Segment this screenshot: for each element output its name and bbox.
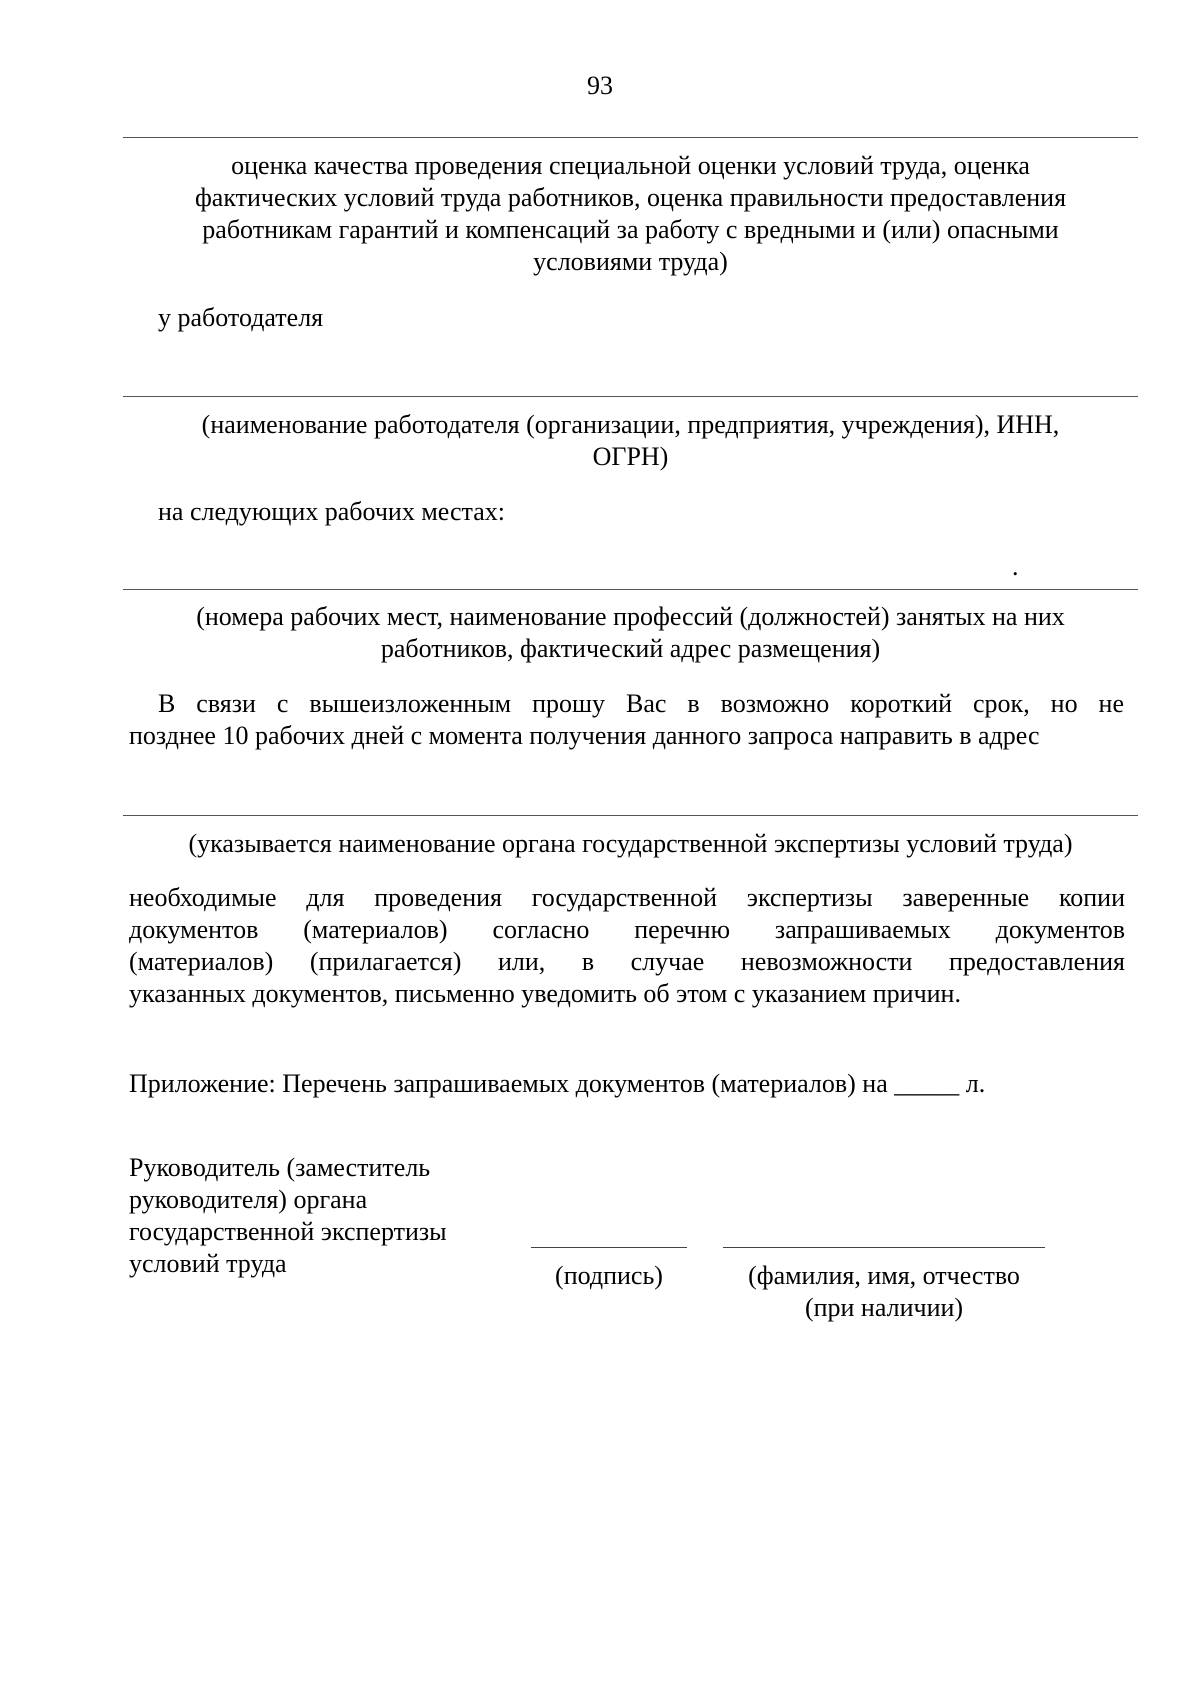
workplaces-line-end: .: [1012, 552, 1019, 581]
appendix-page-count-blank: _____: [894, 1069, 960, 1098]
workplaces-caption: [123, 601, 1138, 665]
signatory-title-line: руководителя) органа: [129, 1185, 368, 1214]
signatory-title-line: Руководитель (заместитель: [129, 1153, 431, 1182]
body-line: необходимые для проведения государственной экспертизы заверенные копии: [129, 883, 1125, 912]
employer-caption: [123, 409, 1138, 473]
signatory-title: [129, 1152, 447, 1280]
body-line: указанных документов, письменно уведомить об этом с указанием причин.: [129, 979, 961, 1008]
signature-caption: (подпись): [555, 1261, 663, 1290]
address-caption: (указывается наименование органа государственной экспертизы условий труда): [188, 829, 1073, 858]
appendix-text: Приложение: Перечень запрашиваемых документов (материалов) на: [129, 1069, 888, 1098]
intro-paragraph: [123, 150, 1138, 278]
appendix-line: [129, 1068, 985, 1100]
page-number: 93: [587, 71, 613, 100]
top-rule: [123, 137, 1138, 138]
body-paragraph: [129, 882, 1125, 1010]
employer-caption-line: ОГРН): [592, 442, 669, 471]
intro-line: работникам гарантий и компенсаций за работу с вредными и (или) опасными: [202, 215, 1059, 244]
request-line-2: позднее 10 рабочих дней с момента получения данного запроса направить в адрес: [129, 721, 1040, 750]
workplaces-caption-line: работников, фактический адрес размещения): [380, 634, 881, 663]
name-caption-line: (фамилия, имя, отчество: [748, 1261, 1020, 1290]
intro-line: условиями труда): [533, 247, 728, 276]
name-fill-line: [723, 1247, 1045, 1248]
workplaces-caption-line: (номера рабочих мест, наименование профессий (должностей) занятых на них: [196, 602, 1065, 631]
workplaces-fill-line: [123, 589, 1138, 590]
signature-fill-line: [531, 1247, 687, 1248]
request-line-1: В связи с вышеизложенным прошу Вас в возможно короткий срок, но не: [158, 689, 1124, 718]
name-caption: [723, 1260, 1045, 1324]
body-line: (материалов) (прилагается) или, в случае невозможности предоставления: [129, 947, 1125, 976]
name-caption-line: (при наличии): [804, 1293, 964, 1322]
workplaces-label: на следующих рабочих местах:: [158, 497, 505, 526]
body-line: документов (материалов) согласно перечню запрашиваемых документов: [129, 915, 1125, 944]
signatory-title-line: условий труда: [129, 1249, 287, 1278]
employer-caption-line: (наименование работодателя (организации, предприятия, учреждения), ИНН,: [201, 410, 1060, 439]
appendix-suffix: л.: [965, 1069, 986, 1098]
intro-line: оценка качества проведения специальной оценки условий труда, оценка: [231, 151, 1030, 180]
employer-label: у работодателя: [158, 303, 324, 332]
employer-fill-line: [123, 396, 1138, 397]
signatory-title-line: государственной экспертизы: [129, 1217, 447, 1246]
address-fill-line: [123, 815, 1138, 816]
intro-line: фактических условий труда работников, оценка правильности предоставления: [194, 183, 1067, 212]
